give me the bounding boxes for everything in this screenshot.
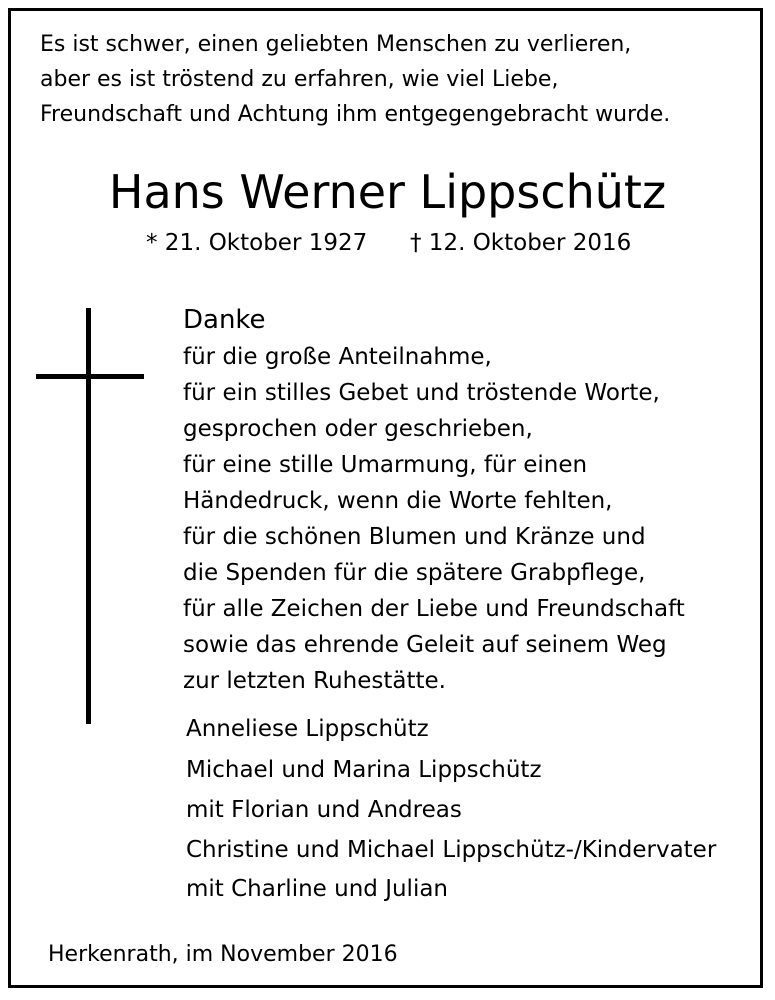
signature-line: Michael und Marina Lippschütz <box>186 757 542 783</box>
thanks-line: Händedruck, wenn die Worte fehlten, <box>183 488 613 514</box>
signature-line: mit Charline und Julian <box>186 876 449 902</box>
thanks-line: für die schönen Blumen und Kränze und <box>183 524 646 550</box>
deceased-name: Hans Werner Lippschütz <box>108 165 667 219</box>
thanks-line: für eine stille Umarmung, für einen <box>183 452 588 478</box>
thanks-line: für die große Anteilnahme, <box>183 344 492 370</box>
intro-line-2: aber es ist tröstend zu erfahren, wie viel Liebe, <box>40 67 559 92</box>
birth-date: * 21. Oktober 1927 <box>146 230 368 256</box>
thanks-line: zur letzten Ruhestätte. <box>183 668 446 694</box>
cross-icon <box>36 308 144 724</box>
intro-line-1: Es ist schwer, einen geliebten Menschen zu verlieren, <box>40 32 632 57</box>
thanks-line: für ein stilles Gebet und tröstende Worte, <box>183 380 660 406</box>
signature-line: Christine und Michael Lippschütz-/Kindervater <box>186 837 717 863</box>
death-date: † 12. Oktober 2016 <box>410 230 632 256</box>
thanks-line: sowie das ehrende Geleit auf seinem Weg <box>183 632 667 658</box>
thanks-line: für alle Zeichen der Liebe und Freundschaft <box>183 596 685 622</box>
intro-line-3: Freundschaft und Achtung ihm entgegengebracht wurde. <box>40 102 671 127</box>
thanks-line: die Spenden für die spätere Grabpflege, <box>183 560 646 586</box>
signature-line: Anneliese Lippschütz <box>186 716 429 742</box>
signature-line: mit Florian und Andreas <box>186 797 462 823</box>
place-date: Herkenrath, im November 2016 <box>48 942 398 967</box>
thanks-line: gesprochen oder geschrieben, <box>183 416 533 442</box>
thanks-heading: Danke <box>183 305 266 335</box>
